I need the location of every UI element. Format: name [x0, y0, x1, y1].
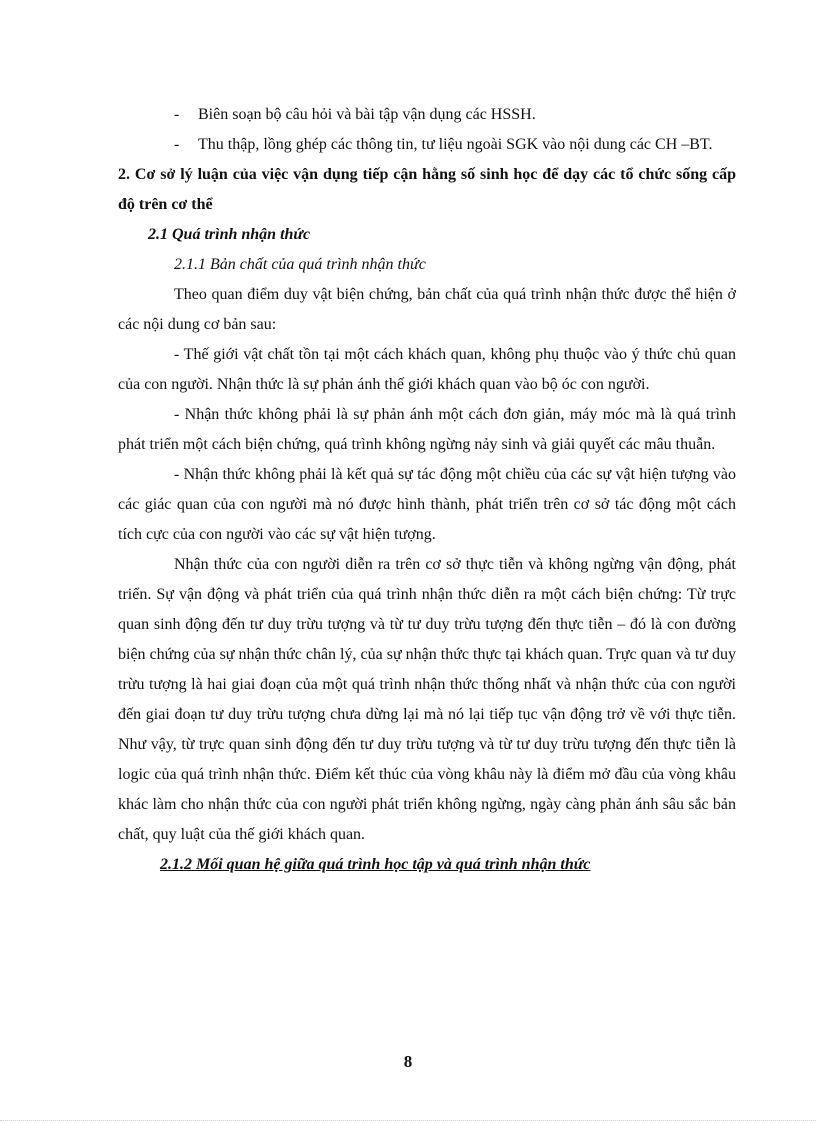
- paragraph: Nhận thức của con người diễn ra trên cơ sở thực tiễn và không ngừng vận động, phát triển. Sự vận động và phát triển của quá trình nhận thức diễn ra một cách biện chứng: Từ trực quan sinh động đến tư duy trừu tượng và từ tư duy trừu tượng đến thực tiễn – đó là con đường biện chứng của sự nhận thức chân lý, của sự nhận thức thực tại khách quan. Trực quan và tư duy trừu tượng là hai giai đoạn của một quá trình nhận thức thống nhất và nhận thức của con người đến giai đoạn tư duy trừu tượng chưa dừng lại mà nó lại tiếp tục vận động trở về với thực tiễn. Như vậy, từ trực quan sinh động đến tư duy trừu tượng và từ tư duy trừu tượng đến thực tiễn là logic của quá trình nhận thức. Điểm kết thúc của vòng khâu này là điểm mở đầu của vòng khâu khác làm cho nhận thức của con người phát triển không ngừng, ngày càng phản ánh sâu sắc bản chất, quy luật của thế giới khách quan.: [118, 556, 736, 843]
- section-heading: 2. Cơ sở lý luận của việc vận dụng tiếp cận hằng số sinh học để dạy các tổ chức sống cấp độ trên cơ thể: [118, 166, 736, 213]
- page-edge-divider: [0, 1120, 816, 1121]
- paragraph: - Nhận thức không phải là kết quả sự tác động một chiều của các sự vật hiện tượng vào các giác quan của con người mà nó được hình thành, phát triển trên cơ sở tác động một cách tích cực của con người vào các sự vật hiện tượng.: [118, 466, 736, 543]
- bullet-text: Biên soạn bộ câu hỏi và bài tập vận dụng các HSSH.: [198, 106, 536, 123]
- bullet-marker: -: [174, 136, 180, 153]
- subsection-heading: 2.1 Quá trình nhận thức: [148, 226, 311, 243]
- bullet-item: [118, 130, 736, 160]
- bullet-marker: -: [174, 106, 180, 123]
- subsubsection-heading: 2.1.2 Mối quan hệ giữa quá trình học tập và quá trình nhận thức: [160, 856, 591, 873]
- subsubsection-heading: 2.1.1 Bản chất của quá trình nhận thức: [174, 256, 426, 273]
- document-body: [118, 100, 736, 880]
- paragraph: Theo quan điểm duy vật biện chứng, bản chất của quá trình nhận thức được thể hiện ở các nội dung cơ bản sau:: [118, 286, 736, 333]
- paragraph: - Thế giới vật chất tồn tại một cách khách quan, không phụ thuộc vào ý thức chủ quan của con người. Nhận thức là sự phản ánh thế giới khách quan vào bộ óc con người.: [118, 346, 736, 393]
- bullet-item: [118, 100, 736, 130]
- page-number: 8: [403, 1052, 413, 1071]
- bullet-text: Thu thập, lồng ghép các thông tin, tư liệu ngoài SGK vào nội dung các CH –BT.: [198, 136, 713, 153]
- paragraph: - Nhận thức không phải là sự phản ánh một cách đơn giản, máy móc mà là quá trình phát triển một cách biện chứng, quá trình không ngừng nảy sinh và giải quyết các mâu thuẫn.: [118, 406, 736, 453]
